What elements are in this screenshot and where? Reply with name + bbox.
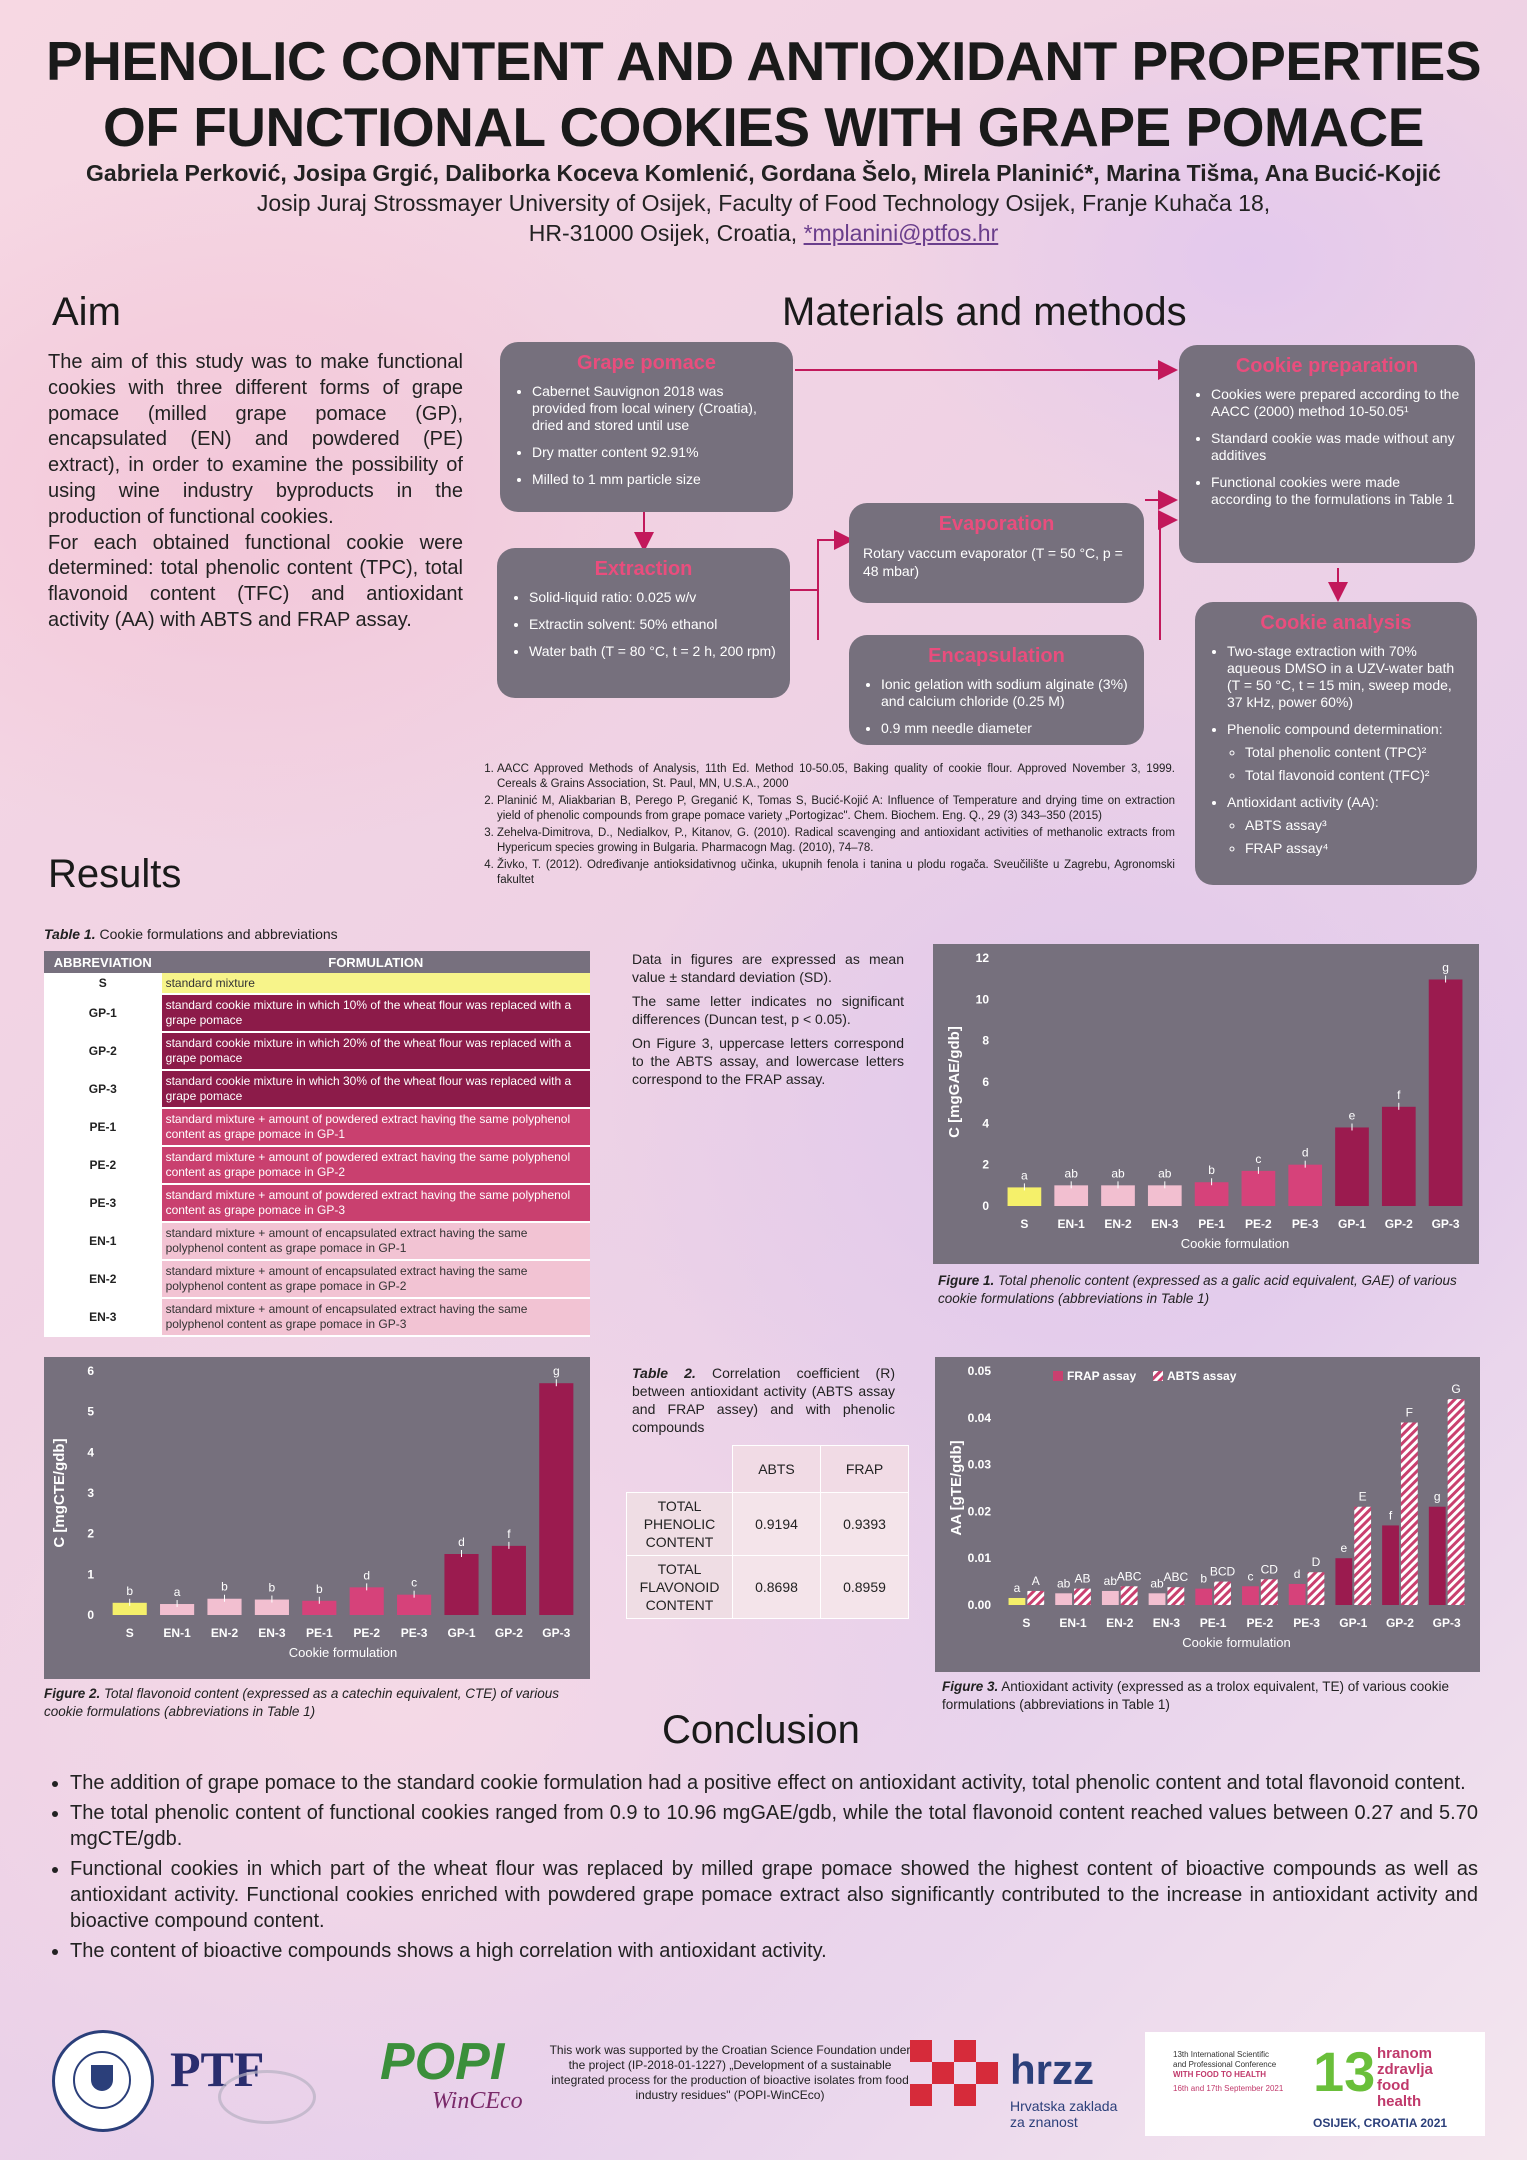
encapsulation-title: Encapsulation xyxy=(928,645,1065,667)
authors: Gabriela Perković, Josipa Grgić, Daliborka Koceva Komlenić, Gordana Šelo, Mirela Planinić*, Marina Tišma, Ana Bucić-Kojić xyxy=(86,160,1441,186)
table1-header-abbreviation: ABBREVIATION xyxy=(44,951,162,973)
abts-bar xyxy=(1167,1587,1184,1605)
figure2-caption-text: Total flavonoid content (expressed as a catechin equivalent, CTE) of various cookie formulations (abbreviations in Table 1) xyxy=(44,1686,560,1719)
abts-bar xyxy=(1121,1586,1138,1605)
table1-row xyxy=(44,1184,590,1222)
x-tick-label: EN-3 xyxy=(1152,1616,1181,1630)
significance-letter: d xyxy=(363,1568,371,1583)
table1-caption-text: Cookie formulations and abbreviations xyxy=(95,926,338,942)
x-tick-label: EN-1 xyxy=(1057,1217,1085,1231)
affiliation-address: HR-31000 Osijek, Croatia, xyxy=(528,220,798,246)
conclusion-item: • The content of bioactive compounds shows a high correlation with antioxidant activity. xyxy=(70,1938,1478,1964)
legend-frap-swatch xyxy=(1053,1371,1063,1381)
bar xyxy=(1195,1182,1229,1206)
conference-word: food xyxy=(1377,2077,1410,2094)
figure1-svg xyxy=(933,944,1479,1264)
y-tick-label: 0.03 xyxy=(967,1457,991,1472)
extraction-box xyxy=(497,548,790,698)
table2-caption xyxy=(632,1364,895,1436)
significance-letter: b xyxy=(315,1581,323,1596)
cookie-analysis-subitem: ◦ Total phenolic content (TPC)² xyxy=(1245,744,1463,761)
cookie-preparation-item: • Functional cookies were made according to the formulations in Table 1 xyxy=(1211,474,1461,508)
y-tick-label: 0.01 xyxy=(967,1551,991,1566)
x-tick-label: EN-2 xyxy=(210,1626,239,1640)
table2-cell-frap: 0.9393 xyxy=(821,1493,909,1556)
cookie-preparation-box xyxy=(1179,345,1475,563)
table1-row xyxy=(44,973,590,994)
reference-item: 2. Planinić M, Aliakbarian B, Perego P, Greganić K, Tomas S, Bucić-Kojić A: Influence of Temperature and drying time on extraction yield of phenolic compounds from grape pomace variety „Portogizac". Chem. Biochem. Eng. Q., 29 (3) 343–350 (2015) xyxy=(497,794,1175,824)
significance-letter: c xyxy=(411,1575,418,1590)
x-tick-label: PE-1 xyxy=(305,1626,333,1640)
cookie-analysis-subitem: ◦ ABTS assay³ xyxy=(1245,817,1463,834)
popi-subtitle: WinCEco xyxy=(432,2088,523,2114)
data-notes xyxy=(632,950,904,1094)
conference-word: zdravlja xyxy=(1377,2061,1433,2078)
conference-place: OSIJEK, CROATIA 2021 xyxy=(1313,2116,1448,2130)
cookie-analysis-item xyxy=(1227,721,1463,784)
table2-row xyxy=(627,1556,909,1619)
x-axis-label: Cookie formulation xyxy=(288,1645,398,1660)
funding-note: This work was supported by the Croatian Science Foundation under the project (IP-2018-01-1227) „Development of a sustainable integrated process for the production of bioactive isolates from food industry residues" (POPI-WinCEco) xyxy=(549,2043,911,2102)
x-tick-label: PE-3 xyxy=(1291,1217,1319,1231)
hrzz-subtitle-line: za znanost xyxy=(1010,2114,1078,2130)
figure1-chart xyxy=(933,944,1479,1264)
x-tick-label: S xyxy=(125,1626,134,1640)
table1-caption xyxy=(44,925,338,943)
table1-formulation: standard mixture xyxy=(162,973,590,994)
y-tick-label: 3 xyxy=(87,1486,94,1500)
figure3-caption-text: Antioxidant activity (expressed as a trolox equivalent, TE) of various cookie formulations (abbreviations in Table 1) xyxy=(942,1679,1449,1712)
bar xyxy=(539,1383,573,1615)
bar xyxy=(1101,1185,1135,1206)
abts-bar xyxy=(1448,1399,1465,1605)
table1-row xyxy=(44,1108,590,1146)
affiliation-line-1: Josip Juraj Strossmayer University of Osijek, Faculty of Food Technology Osijek, Franje Kuhača 18, xyxy=(256,190,1271,216)
conclusion-item: • The addition of grape pomace to the standard cookie formulation had a positive effect on antioxidant activity, total phenolic content and total flavonoid content. xyxy=(70,1770,1478,1796)
x-tick-label: GP-2 xyxy=(1384,1217,1413,1231)
bar xyxy=(397,1595,431,1615)
legend-abts-swatch xyxy=(1153,1371,1163,1381)
table2-row-label: TOTAL PHENOLIC CONTENT xyxy=(627,1493,733,1556)
cookie-analysis-item: • Two-stage extraction with 70% aqueous DMSO in a UZV-water bath (T = 50 °C, t = 15 min, sweep mode, 37 kHz, power 60%) xyxy=(1227,643,1463,711)
cookie-analysis-subitem: ◦ Total flavonoid content (TFC)² xyxy=(1245,767,1463,784)
y-tick-label: 10 xyxy=(975,992,989,1007)
significance-letter: c xyxy=(1255,1151,1262,1166)
arrow-encapsulation-to-preparation xyxy=(1145,520,1174,640)
significance-letter: d xyxy=(1301,1145,1309,1160)
table1-abbreviation: EN-1 xyxy=(44,1222,162,1260)
significance-letter: g xyxy=(552,1364,560,1379)
frap-bar xyxy=(1149,1593,1166,1605)
y-tick-label: 2 xyxy=(982,1157,989,1172)
table2-row-label: TOTAL FLAVONOID CONTENT xyxy=(627,1556,733,1619)
frap-bar xyxy=(1429,1507,1446,1605)
significance-letter: ABC xyxy=(1163,1570,1189,1585)
grape-pomace-item: • Cabernet Sauvignon 2018 was provided from local winery (Croatia), dried and stored until use xyxy=(532,383,779,434)
table2-header-abts: ABTS xyxy=(733,1446,821,1493)
arrow-extraction-to-encapsulation xyxy=(818,590,850,640)
significance-letter: d xyxy=(458,1535,465,1549)
x-tick-label: EN-2 xyxy=(1106,1616,1134,1630)
bar xyxy=(1429,979,1463,1206)
x-tick-label: EN-1 xyxy=(163,1626,191,1640)
table1-abbreviation: EN-2 xyxy=(44,1260,162,1298)
significance-letter: AB xyxy=(1074,1571,1091,1586)
significance-letter: F xyxy=(1405,1405,1414,1420)
evaporation-text: Rotary vaccum evaporator (T = 50 °C, p = 48 mbar) xyxy=(863,545,1123,579)
cookie-preparation-item: • Cookies were prepared according to the AACC (2000) method 10-50.05¹ xyxy=(1211,386,1461,420)
significance-letter: g xyxy=(1433,1489,1441,1504)
reference-item: 3. Zehelva-Dimitrova, D., Nedialkov, P., Kitanov, G. (2010). Radical scavenging and antioxidant activities of methanolic extracts from Hypericum species growing in Bulgaria. Pharmacogn Mag. (2010), 74–78. xyxy=(497,826,1175,856)
bar xyxy=(492,1546,526,1615)
abts-bar xyxy=(1027,1591,1044,1605)
table1-formulation: standard cookie mixture in which 20% of the wheat flour was replaced with a grape pomace xyxy=(162,1032,590,1070)
note-item: Data in figures are expressed as mean value ± standard deviation (SD). xyxy=(632,951,904,985)
x-tick-label: PE-2 xyxy=(353,1626,381,1640)
frap-bar xyxy=(1382,1525,1399,1605)
frap-bar xyxy=(1242,1586,1259,1605)
figure1-caption-text: Total phenolic content (expressed as a galic acid equivalent, GAE) of various cookie formulations (abbreviations in Table 1) xyxy=(938,1273,1457,1306)
cookie-analysis-item xyxy=(1227,794,1463,857)
table1-row xyxy=(44,1146,590,1184)
figure1-caption-label: Figure 1. xyxy=(938,1273,995,1288)
conference-details xyxy=(1173,2050,1283,2094)
significance-letter: ab xyxy=(1111,1166,1125,1181)
x-tick-label: GP-1 xyxy=(447,1626,476,1640)
table1-abbreviation: GP-1 xyxy=(44,994,162,1032)
grape-pomace-item: • Milled to 1 mm particle size xyxy=(532,471,779,488)
references xyxy=(475,762,1175,890)
cookie-analysis-subitem: ◦ FRAP assay⁴ xyxy=(1245,840,1463,857)
x-tick-label: EN-3 xyxy=(1151,1217,1179,1231)
table2-caption-text: Correlation coefficient (R) between antioxidant activity (ABTS assay and FRAP assey) and with phenolic compounds xyxy=(632,1365,895,1435)
x-tick-label: EN-1 xyxy=(1059,1616,1087,1630)
y-tick-label: 4 xyxy=(87,1445,94,1460)
encapsulation-box xyxy=(849,635,1144,745)
table1-caption-label: Table 1. xyxy=(44,926,96,942)
title-line-2: OF FUNCTIONAL COOKIES WITH GRAPE POMACE xyxy=(103,96,1424,158)
y-axis-label: AA [gTE/gdb] xyxy=(948,1440,965,1536)
x-tick-label: S xyxy=(1022,1616,1031,1630)
figure2-chart xyxy=(44,1357,590,1679)
x-tick-label: GP-3 xyxy=(1431,1217,1460,1231)
conference-line: and Professional Conference xyxy=(1173,2060,1277,2069)
figure2-svg xyxy=(44,1357,590,1679)
evaporation-box xyxy=(849,503,1144,603)
table1-abbreviation: PE-3 xyxy=(44,1184,162,1222)
significance-letter: e xyxy=(1348,1108,1356,1123)
table1 xyxy=(44,951,590,1337)
table2-row xyxy=(627,1493,909,1556)
x-tick-label: PE-2 xyxy=(1245,1217,1272,1231)
y-tick-label: 0.05 xyxy=(967,1364,991,1378)
y-tick-label: 6 xyxy=(87,1364,94,1378)
ptf-logo-swirl xyxy=(218,2070,316,2124)
significance-letter: f xyxy=(1397,1087,1401,1102)
conference-words xyxy=(1377,2046,1433,2110)
encapsulation-item: • Ionic gelation with sodium alginate (3%) and calcium chloride (0.25 M) xyxy=(881,676,1130,710)
bar xyxy=(350,1587,384,1615)
significance-letter: ab xyxy=(1150,1576,1164,1591)
abts-bar xyxy=(1308,1572,1325,1605)
significance-letter: ab xyxy=(1103,1573,1118,1588)
x-tick-label: GP-2 xyxy=(494,1626,523,1640)
table1-row xyxy=(44,1032,590,1070)
significance-letter: D xyxy=(1311,1555,1321,1570)
figure3-chart xyxy=(935,1357,1480,1672)
y-tick-label: 2 xyxy=(87,1526,94,1541)
conclusion-list xyxy=(48,1770,1478,1968)
y-tick-label: 6 xyxy=(982,1075,989,1089)
figure2-caption-label: Figure 2. xyxy=(44,1686,101,1701)
abts-bar xyxy=(1074,1589,1091,1605)
cookie-preparation-title: Cookie preparation xyxy=(1235,355,1419,377)
legend-abts-label: ABTS assay xyxy=(1167,1369,1237,1383)
x-tick-label: PE-3 xyxy=(1293,1616,1320,1630)
table1-formulation: standard mixture + amount of encapsulated extract having the same polyphenol content as grape pomace in GP-2 xyxy=(162,1260,590,1298)
conclusion-item: • Functional cookies in which part of the wheat flour was replaced by milled grape pomace showed the highest content of bioactive compounds as well as antioxidant activity. Functional cookies enriched with powdered grape pomace extract also significantly contributed to the increase in antioxidant activity and bioactive compound content. xyxy=(70,1856,1478,1934)
table1-abbreviation: S xyxy=(44,973,162,994)
methods-heading: Materials and methods xyxy=(782,290,1187,334)
note-item: On Figure 3, uppercase letters correspond to the ABTS assay, and lowercase letters correspond to the FRAP assay. xyxy=(632,1035,904,1087)
arrow-extraction-to-evaporation xyxy=(788,540,850,590)
bar xyxy=(1288,1165,1322,1206)
frap-bar xyxy=(1055,1593,1072,1605)
aim-paragraph-2: For each obtained functional cookie were determined: total phenolic content (TPC), total flavonoid content (TFC) and antioxidant activity (AA) with ABTS and FRAP assay. xyxy=(48,531,463,631)
table1-formulation: standard cookie mixture in which 30% of the wheat flour was replaced with a grape pomace xyxy=(162,1070,590,1108)
x-axis-label: Cookie formulation xyxy=(1180,1236,1290,1251)
table1-abbreviation: PE-1 xyxy=(44,1108,162,1146)
cookie-preparation-item: • Standard cookie was made without any additives xyxy=(1211,430,1461,464)
figure1-caption xyxy=(938,1272,1478,1308)
significance-letter: b xyxy=(268,1580,276,1595)
note-item: The same letter indicates no significant differences (Duncan test, p < 0.05). xyxy=(632,993,904,1027)
bar xyxy=(1382,1107,1416,1206)
figure2-caption xyxy=(44,1685,590,1721)
poster-title xyxy=(0,28,1527,160)
y-tick-label: 4 xyxy=(982,1116,989,1131)
conference-word: hranom xyxy=(1377,2045,1433,2062)
hrzz-logo: hrzz xyxy=(1010,2046,1094,2093)
conference-line: 13th International Scientific xyxy=(1173,2050,1270,2059)
affiliation xyxy=(0,188,1527,248)
figure3-caption-label: Figure 3. xyxy=(942,1679,999,1694)
frap-bar xyxy=(1009,1598,1026,1605)
significance-letter: b xyxy=(221,1579,228,1594)
table2-cell-abts: 0.9194 xyxy=(733,1493,821,1556)
y-tick-label: 0.00 xyxy=(967,1598,991,1612)
table2-header-frap: FRAP xyxy=(821,1446,909,1493)
bar xyxy=(1148,1185,1182,1206)
x-tick-label: EN-2 xyxy=(1104,1217,1132,1231)
table1-abbreviation: PE-2 xyxy=(44,1146,162,1184)
significance-letter: BCD xyxy=(1209,1564,1236,1579)
table1-formulation: standard mixture + amount of powdered extract having the same polyphenol content as grape pomace in GP-3 xyxy=(162,1184,590,1222)
significance-letter: b xyxy=(1200,1571,1208,1586)
hrzz-checker-icon xyxy=(910,2040,1010,2120)
y-tick-label: 12 xyxy=(975,951,989,965)
table1-header-formulation: FORMULATION xyxy=(162,951,590,973)
results-heading: Results xyxy=(48,852,182,896)
y-axis-label: C [mgGAE/gdb] xyxy=(946,1026,963,1138)
abts-bar xyxy=(1401,1422,1418,1605)
significance-letter: b xyxy=(1208,1163,1215,1178)
abts-bar xyxy=(1261,1579,1278,1605)
affiliation-line-2 xyxy=(0,218,1527,248)
x-tick-label: S xyxy=(1020,1217,1029,1231)
reference-item: 1. AACC Approved Methods of Analysis, 11th Ed. Method 10-50.05, Baking quality of cookie flour. Approved November 3, 1999. Cereals & Grains Association, St. Paul, MN, U.S.A., 2000 xyxy=(497,762,1175,792)
email-link[interactable]: *mplanini@ptfos.hr xyxy=(803,220,999,246)
bar xyxy=(1242,1171,1276,1206)
extraction-title: Extraction xyxy=(594,558,693,580)
significance-letter: CD xyxy=(1260,1562,1278,1577)
x-tick-label: PE-3 xyxy=(400,1626,428,1640)
table2-cell-frap: 0.8959 xyxy=(821,1556,909,1619)
table1-row xyxy=(44,1222,590,1260)
significance-letter: a xyxy=(1021,1168,1028,1183)
ptf-logo: PTF xyxy=(170,2041,265,2097)
aim-text xyxy=(48,350,463,634)
y-axis-label: C [mgCTE/gdb] xyxy=(51,1438,68,1548)
conference-word: health xyxy=(1377,2093,1422,2110)
cookie-analysis-label: Phenolic compound determination: xyxy=(1227,721,1443,737)
significance-letter: ab xyxy=(1056,1576,1071,1591)
significance-letter: G xyxy=(1451,1382,1461,1397)
table2-corner xyxy=(627,1446,733,1493)
grape-pomace-box xyxy=(500,342,793,512)
significance-letter: a xyxy=(173,1585,181,1600)
table1-formulation: standard cookie mixture in which 10% of the wheat flour was replaced with a grape pomace xyxy=(162,994,590,1032)
evaporation-title: Evaporation xyxy=(938,513,1055,535)
abts-bar xyxy=(1354,1507,1371,1605)
reference-item: 4. Živko, T. (2012). Određivanje antioksidativnog učinka, ukupnih fenola i tanina u plodu rogača. Sveučilište u Zagrebu, Agronomski fakultet xyxy=(497,858,1175,888)
significance-letter: b xyxy=(126,1583,134,1598)
y-tick-label: 5 xyxy=(87,1404,94,1419)
encapsulation-item: • 0.9 mm needle diameter xyxy=(881,720,1130,737)
x-tick-label: EN-3 xyxy=(258,1626,286,1640)
significance-letter: g xyxy=(1442,960,1449,975)
table1-formulation: standard mixture + amount of encapsulated extract having the same polyphenol content as grape pomace in GP-3 xyxy=(162,1298,590,1336)
x-tick-label: GP-1 xyxy=(1339,1616,1368,1630)
table1-abbreviation: EN-3 xyxy=(44,1298,162,1336)
significance-letter: e xyxy=(1340,1541,1348,1556)
table1-abbreviation: GP-3 xyxy=(44,1070,162,1108)
x-axis-label: Cookie formulation xyxy=(1182,1635,1291,1650)
bar xyxy=(444,1554,478,1615)
x-tick-label: GP-1 xyxy=(1337,1217,1367,1231)
table1-formulation: standard mixture + amount of powdered extract having the same polyphenol content as grape pomace in GP-2 xyxy=(162,1146,590,1184)
significance-letter: ABC xyxy=(1116,1569,1142,1584)
table1-abbreviation: GP-2 xyxy=(44,1032,162,1070)
aim-heading: Aim xyxy=(52,290,121,334)
frap-bar xyxy=(1195,1589,1212,1605)
table1-row xyxy=(44,1070,590,1108)
y-tick-label: 0.04 xyxy=(967,1410,991,1425)
cookie-analysis-title: Cookie analysis xyxy=(1260,612,1412,634)
conference-line: 16th and 17th September 2021 xyxy=(1173,2084,1284,2093)
significance-letter: E xyxy=(1358,1489,1367,1504)
y-tick-label: 0 xyxy=(982,1199,989,1213)
significance-letter: a xyxy=(1013,1580,1021,1595)
table1-row xyxy=(44,994,590,1032)
table2-caption-label: Table 2. xyxy=(632,1365,696,1381)
conference-line: WITH FOOD TO HEALTH xyxy=(1173,2070,1267,2079)
conclusion-heading: Conclusion xyxy=(662,1708,860,1752)
cookie-analysis-box xyxy=(1195,602,1477,885)
table1-row xyxy=(44,1260,590,1298)
x-tick-label: PE-1 xyxy=(1199,1616,1227,1630)
hrzz-subtitle-line: Hrvatska zaklada xyxy=(1010,2098,1118,2114)
frap-bar xyxy=(1102,1591,1119,1605)
grape-pomace-title: Grape pomace xyxy=(577,352,716,374)
table1-formulation: standard mixture + amount of powdered extract having the same polyphenol content as grape pomace in GP-1 xyxy=(162,1108,590,1146)
popi-logo: POPI xyxy=(380,2033,505,2091)
legend-frap-label: FRAP assay xyxy=(1067,1369,1137,1383)
significance-letter: A xyxy=(1031,1573,1040,1588)
hrzz-subtitle xyxy=(1010,2098,1117,2130)
y-tick-label: 8 xyxy=(982,1033,989,1048)
x-tick-label: GP-3 xyxy=(542,1626,571,1640)
frap-bar xyxy=(1289,1584,1306,1605)
conclusion-item: • The total phenolic content of functional cookies ranged from 0.9 to 10.96 mgGAE/gdb, while the total flavonoid content reached values between 0.27 and 5.70 mgCTE/gdb. xyxy=(70,1800,1478,1852)
table1-formulation: standard mixture + amount of encapsulated extract having the same polyphenol content as grape pomace in GP-1 xyxy=(162,1222,590,1260)
extraction-item: • Water bath (T = 80 °C, t = 2 h, 200 rpm) xyxy=(529,643,776,660)
grape-pomace-item: • Dry matter content 92.91% xyxy=(532,444,779,461)
bar xyxy=(1054,1185,1088,1206)
conference-logo xyxy=(1145,2032,1485,2136)
cookie-analysis-label: Antioxidant activity (AA): xyxy=(1227,794,1379,810)
university-seal-logo xyxy=(52,2030,154,2132)
extraction-item: • Extractin solvent: 50% ethanol xyxy=(529,616,776,633)
y-tick-label: 0 xyxy=(87,1608,94,1622)
table2-cell-abts: 0.8698 xyxy=(733,1556,821,1619)
table1-row xyxy=(44,1298,590,1336)
aim-paragraph-1: The aim of this study was to make functional cookies with three different forms of grape pomace (milled grape pomace (GP), encapsulated (EN) and powdered (PE) extract), in order to examine the possibility of using wine industry byproducts in the production of functional cookies. xyxy=(48,351,463,528)
extraction-item: • Solid-liquid ratio: 0.025 w/v xyxy=(529,589,776,606)
frap-bar xyxy=(1335,1558,1352,1605)
significance-letter: f xyxy=(507,1526,511,1541)
title-line-1: PHENOLIC CONTENT AND ANTIOXIDANT PROPERTIES xyxy=(45,30,1482,92)
significance-letter: ab xyxy=(1158,1166,1172,1181)
table2 xyxy=(626,1445,909,1619)
figure3-svg xyxy=(935,1357,1480,1672)
significance-letter: ab xyxy=(1064,1166,1078,1181)
figure3-caption xyxy=(942,1678,1482,1714)
y-tick-label: 1 xyxy=(87,1567,94,1582)
conference-number: 13 xyxy=(1313,2040,1376,2103)
significance-letter: c xyxy=(1247,1569,1254,1584)
bar xyxy=(1335,1127,1369,1206)
x-tick-label: PE-1 xyxy=(1198,1217,1225,1231)
significance-letter: d xyxy=(1293,1566,1301,1581)
significance-letter: f xyxy=(1388,1508,1393,1523)
y-tick-label: 0.02 xyxy=(967,1504,991,1519)
x-tick-label: PE-2 xyxy=(1246,1616,1274,1630)
x-tick-label: GP-2 xyxy=(1385,1616,1414,1630)
x-tick-label: GP-3 xyxy=(1432,1616,1461,1630)
abts-bar xyxy=(1214,1582,1231,1605)
